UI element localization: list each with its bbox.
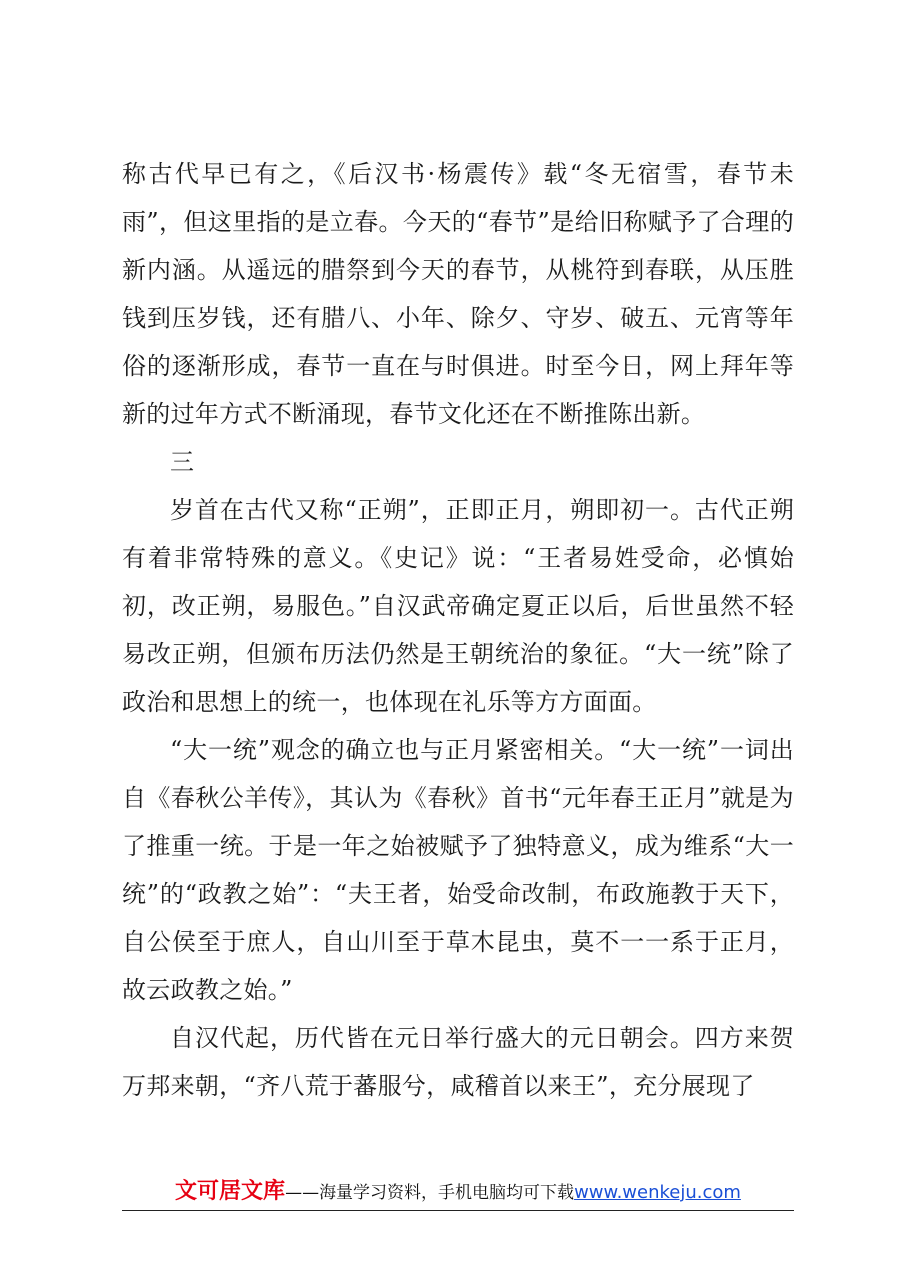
- footer-tagline: ——海量学习资料，手机电脑均可下载: [285, 1183, 575, 1203]
- document-body: [122, 150, 794, 1110]
- paragraph: 岁首在古代又称“正朔”，正即正月，朔即初一。古代正朔有着非常特殊的意义。《史记》说：“王者易姓受命，必慎始初，改正朔，易服色。”自汉武帝确定夏正以后，后世虽然不轻易改正朔，但颁布历法仍然是王朝统治的象征。“大一统”除了政治和思想上的统一，也体现在礼乐等方方面面。: [122, 496, 794, 716]
- paragraph: “大一统”观念的确立也与正月紧密相关。“大一统”一词出自《春秋公羊传》，其认为《春秋》首书“元年春王正月”就是为了推重一统。于是一年之始被赋予了独特意义，成为维系“大一统”的“政教之始”：“夫王者，始受命改制，布政施教于天下，自公侯至于庶人，自山川至于草木昆虫，莫不一一系于正月，故云政教之始。”: [122, 736, 794, 1004]
- paragraph: 自汉代起，历代皆在元日举行盛大的元日朝会。四方来贺万邦来朝，“齐八荒于蕃服兮，咸稽首以来王”，充分展现了: [122, 1024, 794, 1100]
- footer-brand: 文可居文库: [175, 1179, 286, 1204]
- section-heading: 三: [170, 448, 194, 476]
- page-footer: [122, 1174, 794, 1211]
- paragraph-continued: 称古代早已有之，《后汉书·杨震传》载“冬无宿雪，春节未雨”，但这里指的是立春。今天的“春节”是给旧称赋予了合理的新内涵。从遥远的腊祭到今天的春节，从桃符到春联，从压胜钱到压岁钱，还有腊八、小年、除夕、守岁、破五、元宵等年俗的逐渐形成，春节一直在与时俱进。时至今日，网上拜年等新的过年方式不断涌现，春节文化还在不断推陈出新。: [122, 160, 794, 428]
- footer-url-link[interactable]: www.wenkeju.com: [574, 1182, 741, 1203]
